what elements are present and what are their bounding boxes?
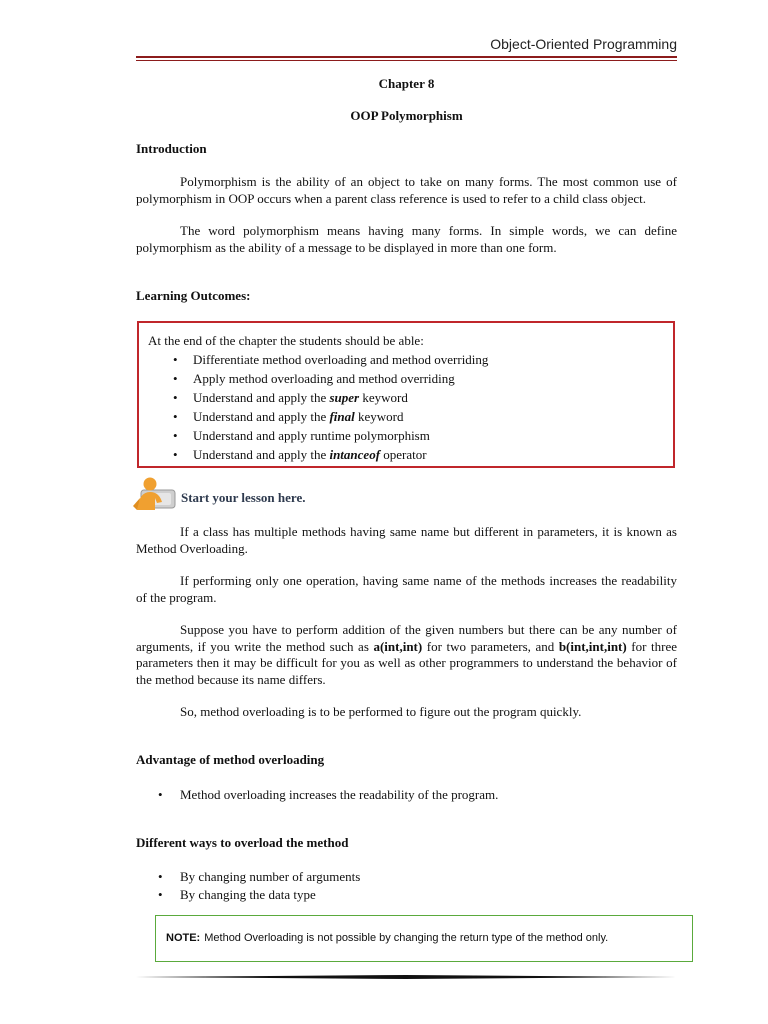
outcome-item: • Understand and apply the final keyword <box>148 407 665 426</box>
method-signature-a: a(int,int) <box>373 638 423 654</box>
note-label: NOTE: <box>166 932 201 944</box>
introduction-heading: Introduction <box>136 141 207 156</box>
intro-paragraph-1: Polymorphism is the ability of an object to take on many forms. The most common use of polymorphism in OOP occurs when a parent class reference is used to refer to a child class object. <box>136 174 677 206</box>
header-rule <box>136 56 677 58</box>
note-text: Method Overloading is not possible by changing the return type of the method only. <box>204 932 609 944</box>
lesson-paragraph-4: So, method overloading is to be performed to figure out the program quickly. <box>180 704 582 719</box>
outcome-keyword: super <box>329 390 360 405</box>
outcome-item: • Understand and apply runtime polymorphism <box>148 426 665 445</box>
method-signature-b: b(int,int,int) <box>558 638 627 654</box>
lesson-paragraph-2: If performing only one operation, having same name of the methods increases the readability of the program. <box>136 573 677 605</box>
learning-outcomes-heading: Learning Outcomes: <box>136 288 251 303</box>
outcome-item: • Apply method overloading and method overriding <box>148 369 665 388</box>
ways-list <box>136 868 677 904</box>
outcome-item: • Differentiate method overloading and method overriding <box>148 350 665 369</box>
outcomes-list <box>148 350 665 464</box>
lesson-person-icon <box>131 476 177 512</box>
outcomes-intro: At the end of the chapter the students should be able: <box>148 333 424 348</box>
note-box <box>155 915 693 962</box>
ways-item: • By changing the data type <box>136 886 677 904</box>
learning-outcomes-box <box>137 321 675 468</box>
footer-rule <box>136 968 677 984</box>
outcome-keyword: final <box>329 409 355 424</box>
ways-heading: Different ways to overload the method <box>136 835 349 850</box>
start-lesson-label: Start your lesson here. <box>181 490 306 505</box>
intro-paragraph-2: The word polymorphism means having many forms. In simple words, we can define polymorphism as the ability of a message to be displayed in more than one form. <box>136 223 677 255</box>
header-rule-thin <box>136 60 677 61</box>
advantage-list <box>136 786 677 804</box>
ways-item: • By changing number of arguments <box>136 868 677 886</box>
advantage-heading: Advantage of method overloading <box>136 752 325 767</box>
outcome-keyword: intanceof <box>329 447 381 462</box>
outcome-item: • Understand and apply the super keyword <box>148 388 665 407</box>
running-header: Object-Oriented Programming <box>490 36 677 52</box>
lesson-paragraph-1: If a class has multiple methods having same name but different in parameters, it is known as Method Overloading. <box>136 524 677 556</box>
advantage-item: • Method overloading increases the readability of the program. <box>136 786 677 804</box>
lesson-paragraph-3: Suppose you have to perform addition of the given numbers but there can be any number of arguments, if you write the method such as a(int,int) for two parameters, and b(int,int,int) for three parameters then it may be difficult for you as well as other programmers to understand the behavior of the method because its name differs. <box>136 622 678 687</box>
chapter-title: OOP Polymorphism <box>350 108 463 123</box>
chapter-number: Chapter 8 <box>378 76 435 91</box>
outcome-item: • Understand and apply the intanceof operator <box>148 445 665 464</box>
